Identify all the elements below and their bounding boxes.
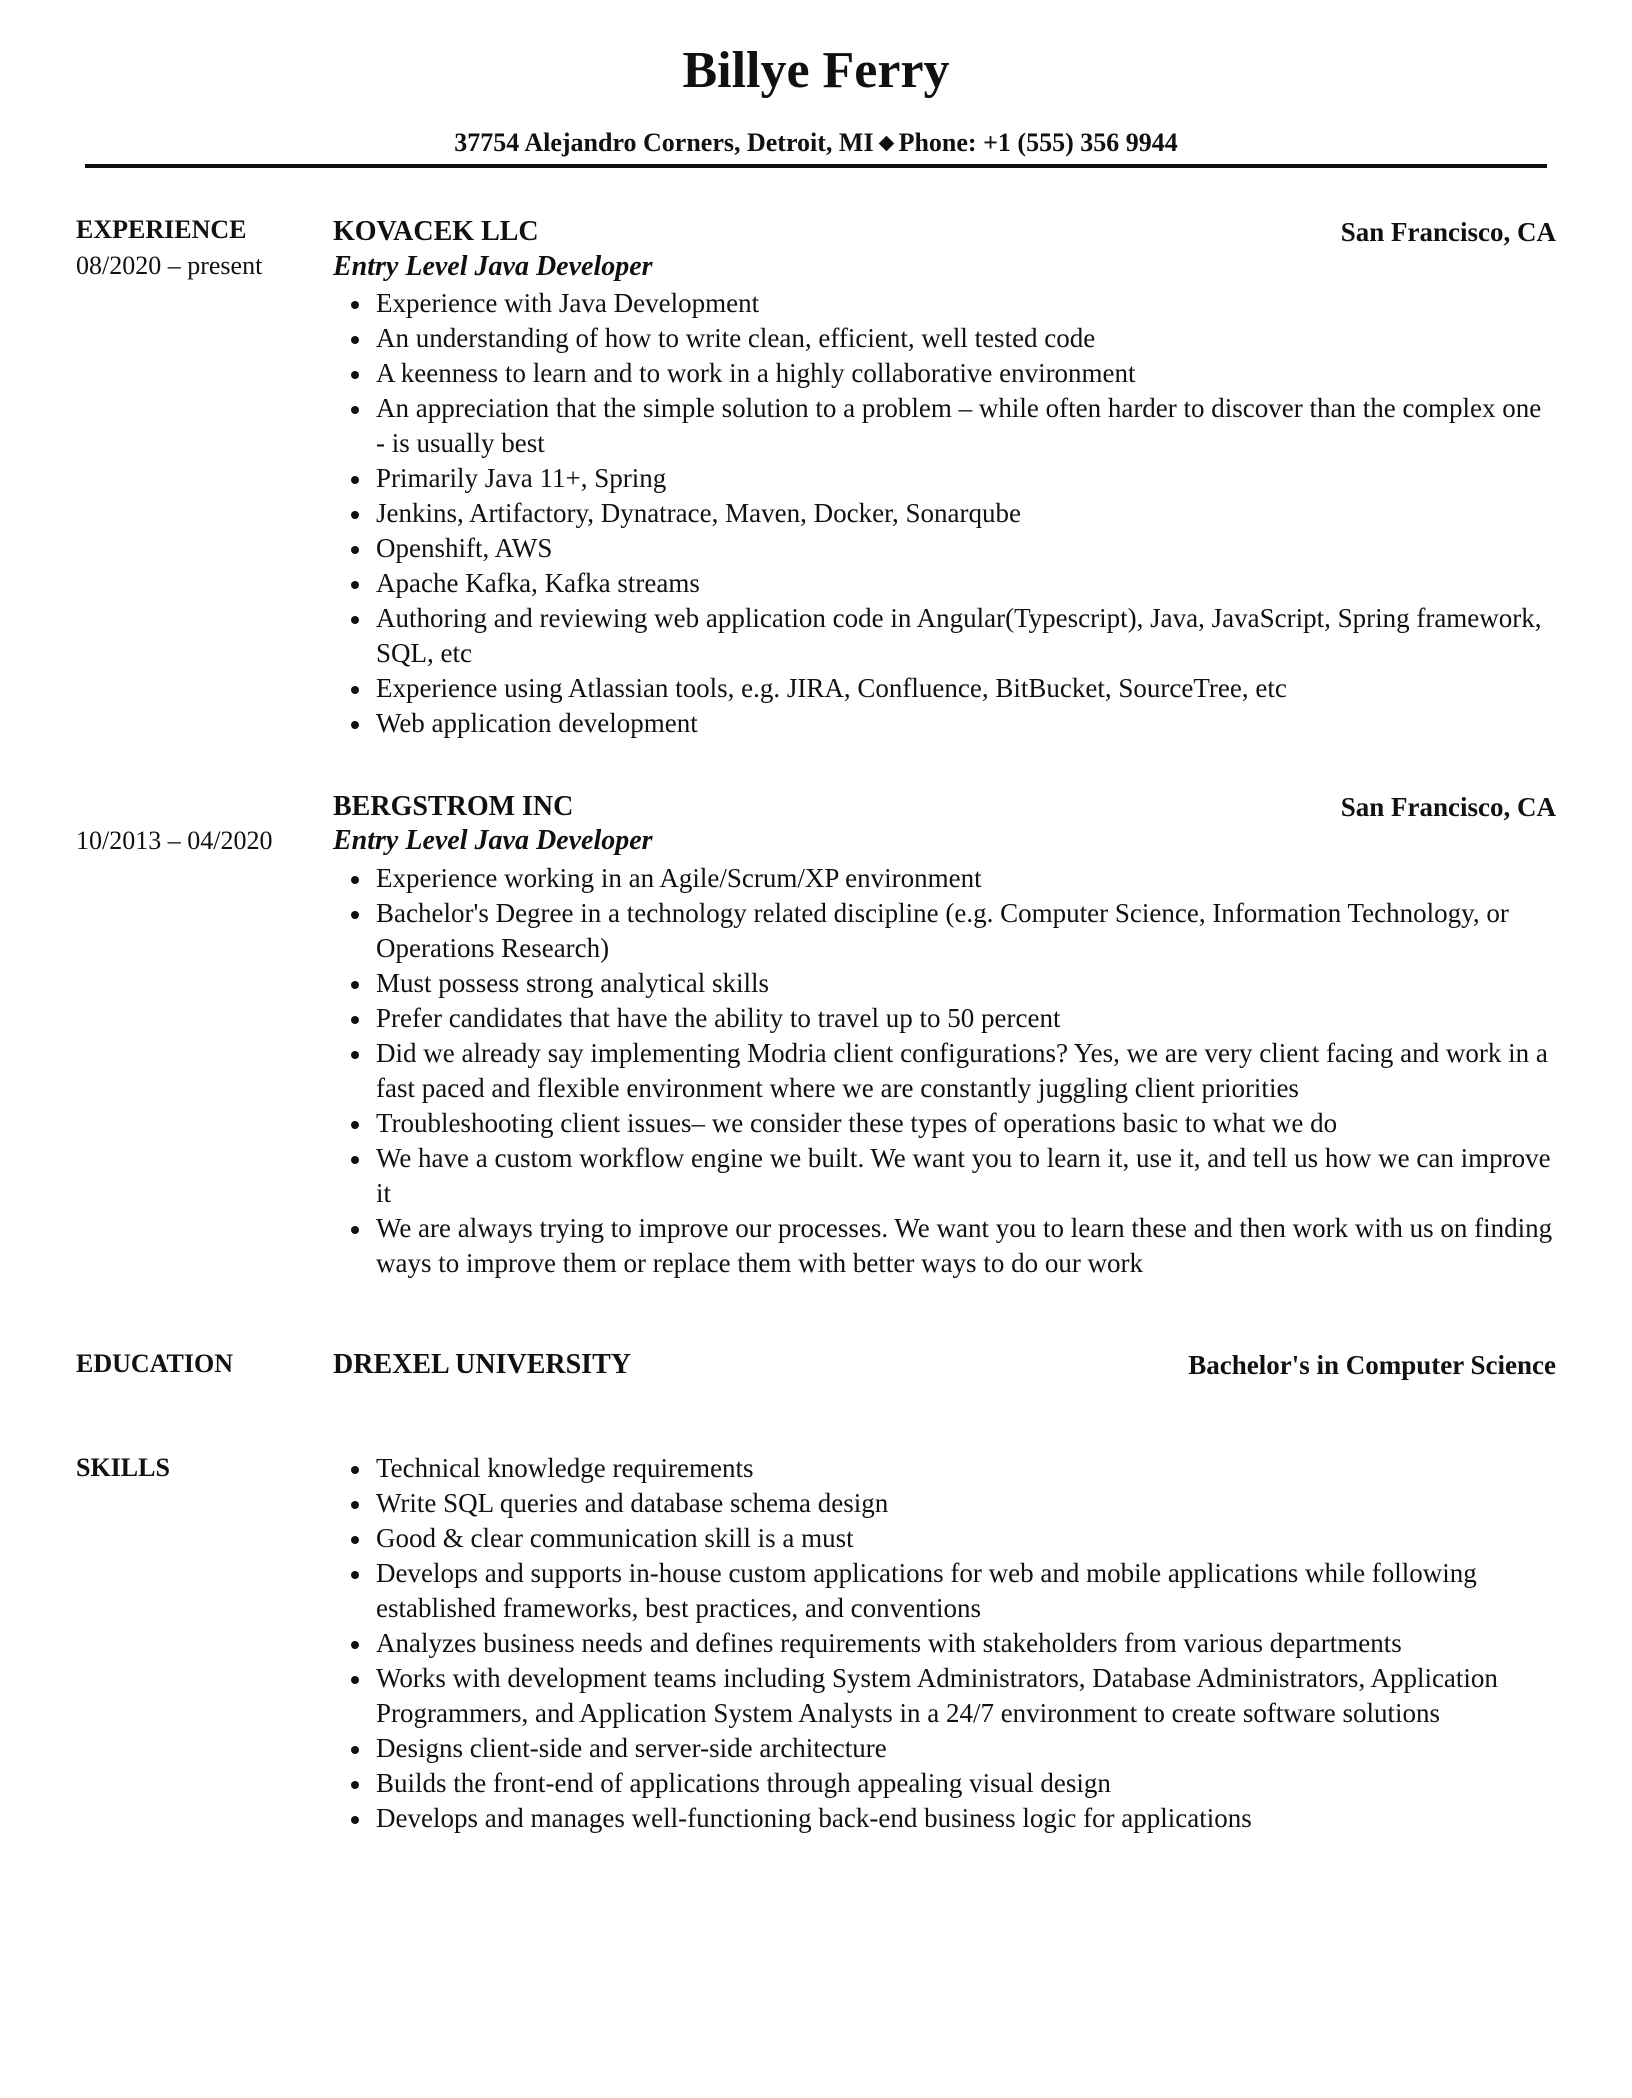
bullet-item: Develops and supports in-house custom applications for web and mobile applications while following established frameworks, best practices, and conventions [333,1556,1553,1626]
diamond-separator-icon [878,136,894,152]
job-company: KOVACEK LLC [333,216,539,247]
bullet-item: Write SQL queries and database schema design [333,1486,1553,1521]
bullet-item: Technical knowledge requirements [333,1451,1553,1486]
candidate-name: Billye Ferry [682,42,950,99]
bullet-item: Develops and manages well-functioning back-end business logic for applications [333,1801,1553,1836]
job-dates: 08/2020 – present [76,251,263,280]
bullet-item: An understanding of how to write clean, efficient, well tested code [333,321,1553,356]
bullet-item: Primarily Java 11+, Spring [333,461,1553,496]
header-divider [85,164,1547,168]
bullet-item: We have a custom workflow engine we built. We want you to learn it, use it, and tell us how we can improve it [333,1141,1553,1211]
bullet-item: Web application development [333,706,1553,741]
job-dates: 10/2013 – 04/2020 [76,826,273,855]
bullet-item: Did we already say implementing Modria client configurations? Yes, we are very client facing and work in a fast paced and flexible environment where we are constantly juggling client priorities [333,1036,1553,1106]
bullet-item: Jenkins, Artifactory, Dynatrace, Maven, Docker, Sonarqube [333,496,1553,531]
bullet-item: Openshift, AWS [333,531,1553,566]
skills-bullet-list [333,1451,1553,1836]
contact-line [0,124,1632,162]
job-location: San Francisco, CA [1340,217,1556,247]
education-degree: Bachelor's in Computer Science [1188,1350,1556,1380]
bullet-item: Good & clear communication skill is a must [333,1521,1553,1556]
bullet-item: Experience working in an Agile/Scrum/XP environment [333,861,1553,896]
bullet-item: We are always trying to improve our processes. We want you to learn these and then work with us on finding ways to improve them or replace them with better ways to do our work [333,1211,1553,1281]
job-title: Entry Level Java Developer [333,825,653,856]
bullet-item: Designs client-side and server-side architecture [333,1731,1553,1766]
job-company: BERGSTROM INC [333,791,574,822]
bullet-item: Experience with Java Development [333,286,1553,321]
bullet-item: Builds the front-end of applications through appealing visual design [333,1766,1553,1801]
bullet-item: Authoring and reviewing web application code in Angular(Typescript), Java, JavaScript, Spring framework, SQL, etc [333,601,1553,671]
job-title: Entry Level Java Developer [333,251,653,282]
bullet-item: Bachelor's Degree in a technology related discipline (e.g. Computer Science, Information Technology, or Operations Research) [333,896,1553,966]
bullet-item: Works with development teams including System Administrators, Database Administrators, Application Programmers, and Application System Analysts in a 24/7 environment to create software solutions [333,1661,1553,1731]
section-label-education: EDUCATION [76,1349,233,1378]
job-location: San Francisco, CA [1340,792,1556,822]
section-label-skills: SKILLS [76,1453,170,1482]
section-label-experience: EXPERIENCE [76,215,247,244]
address: 37754 Alejandro Corners, Detroit, MI [454,128,874,157]
job-bullet-list [333,861,1553,1281]
bullet-item: Analyzes business needs and defines requirements with stakeholders from various departments [333,1626,1553,1661]
phone: Phone: +1 (555) 356 9944 [898,128,1178,157]
bullet-item: Experience using Atlassian tools, e.g. JIRA, Confluence, BitBucket, SourceTree, etc [333,671,1553,706]
bullet-item: A keenness to learn and to work in a highly collaborative environment [333,356,1553,391]
bullet-item: An appreciation that the simple solution to a problem – while often harder to discover than the complex one - is usually best [333,391,1553,461]
bullet-item: Prefer candidates that have the ability to travel up to 50 percent [333,1001,1553,1036]
bullet-item: Troubleshooting client issues– we consider these types of operations basic to what we do [333,1106,1553,1141]
bullet-item: Must possess strong analytical skills [333,966,1553,1001]
education-school: DREXEL UNIVERSITY [333,1349,631,1380]
job-bullet-list [333,286,1553,741]
bullet-item: Apache Kafka, Kafka streams [333,566,1553,601]
